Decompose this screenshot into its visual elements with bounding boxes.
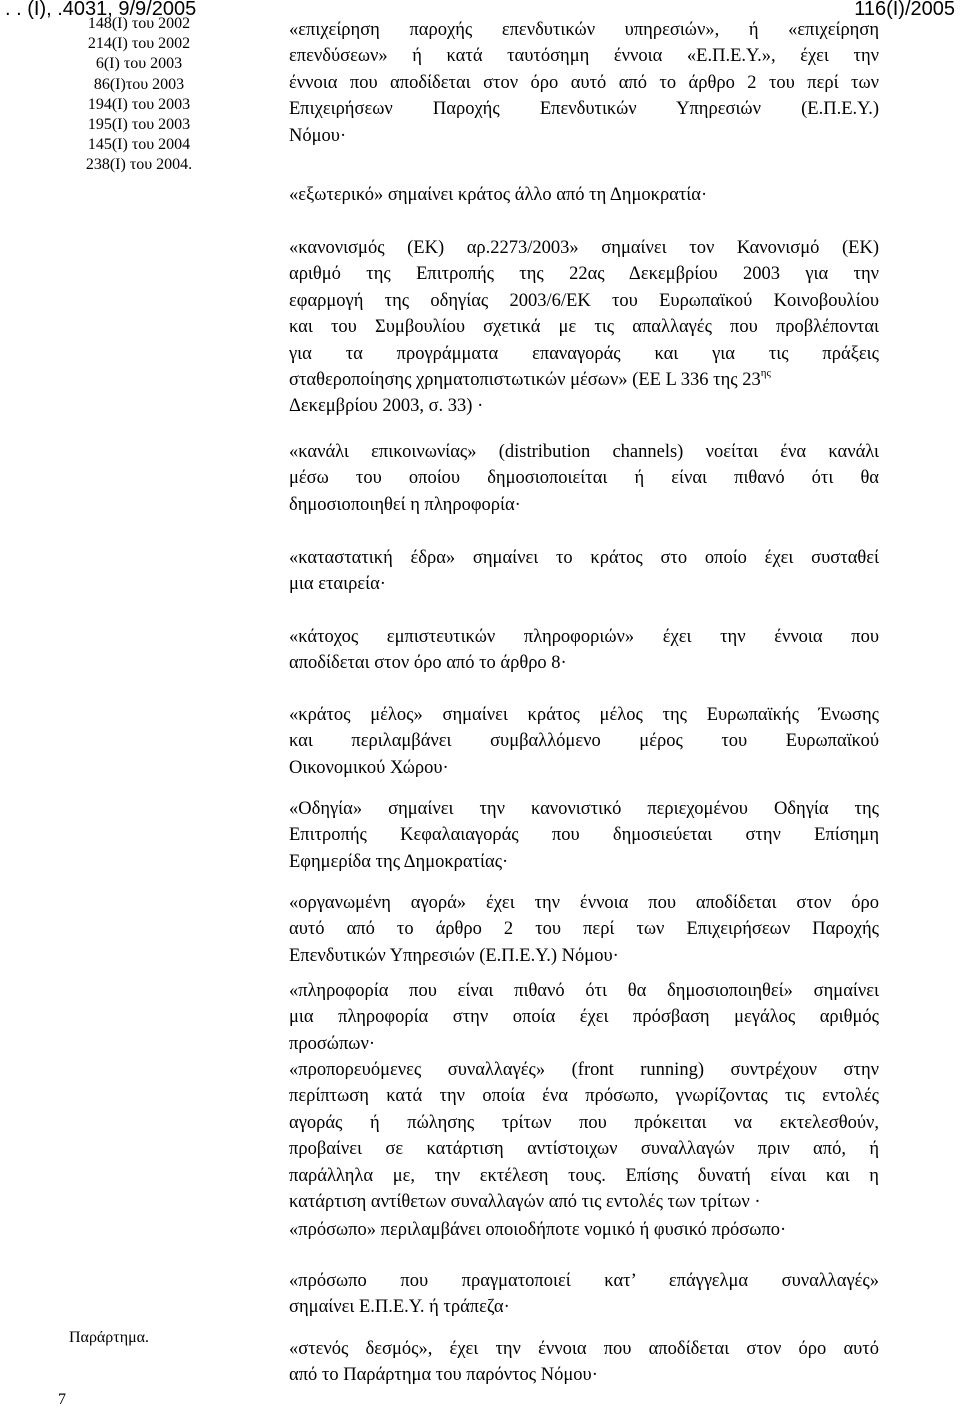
- definition-person: [289, 1217, 879, 1243]
- amending-laws-margin: [24, 14, 254, 176]
- annex-margin-note: Παράρτημα.: [69, 1329, 150, 1346]
- definition-line: και περιλαμβάνει συμβαλλόμενο μέρος του Ευρωπαϊκού: [289, 731, 879, 752]
- definition-line: «καταστατική έδρα» σημαίνει το κράτος στο οποίο έχει συσταθεί: [289, 548, 879, 568]
- definition-line: δημοσιοποιηθεί η πληροφορία·: [289, 494, 521, 515]
- definition-regulation-2273-2003: [289, 235, 879, 420]
- definition-line: [289, 367, 879, 393]
- definition-line: μια πληροφορία στην οποία έχει πρόσβαση μεγάλος αριθμός: [289, 1007, 879, 1028]
- definition-line: «κανάλι επικοινωνίας» (distribution channels) νοείται ένα κανάλι: [289, 442, 879, 462]
- definition-front-running: [289, 1057, 879, 1215]
- definition-line: προβαίνει σε κατάρτιση αντίστοιχων συναλλαγών πριν από, ή: [289, 1139, 879, 1160]
- margin-law-ref: 195(Ι) του 2003: [87, 116, 191, 134]
- definition-line: Επιχειρήσεων Παροχής Επενδυτικών Υπηρεσιών (Ε.Π.Ε.Υ.): [289, 99, 879, 120]
- gazette-header-left: . . (Ι), .4031, 9/9/2005: [5, 0, 197, 20]
- definition-line: Επιτροπής Κεφαλαιαγοράς που δημοσιεύεται στην Επίσημη: [289, 825, 879, 846]
- definition-regulated-market: [289, 890, 879, 969]
- definition-line: περίπτωση κατά την οποία ένα πρόσωπο, γνωρίζοντας τις εντολές: [289, 1086, 879, 1107]
- definition-line-text: σταθεροποίησης χρηματοπιστωτικών μέσων» (ΕΕ L 336 της 23: [289, 370, 761, 391]
- margin-law-ref: 194(Ι) του 2003: [87, 95, 191, 113]
- margin-law-ref: 6(Ι) του 2003: [95, 55, 183, 73]
- definition-line: αγοράς ή πώλησης τρίτων που πρόκειται να εκτελεσθούν,: [289, 1112, 879, 1133]
- definition-line: Εφημερίδα της Δημοκρατίας·: [289, 851, 509, 872]
- definition-line: αυτό από το άρθρο 2 του περί των Επιχειρήσεων Παροχής: [289, 919, 879, 940]
- definition-line: «πρόσωπο» περιλαμβάνει οποιοδήποτε νομικό ή φυσικό πρόσωπο·: [289, 1220, 787, 1240]
- definition-close-links: [289, 1336, 879, 1389]
- definition-line: «στενός δεσμός», έχει την έννοια που αποδίδεται στον όρο αυτό: [289, 1339, 879, 1359]
- definition-line: κατάρτιση αντίθετων συναλλαγών από τις εντολές των τρίτων ·: [289, 1192, 761, 1213]
- ordinal-superscript: ης: [760, 367, 771, 380]
- definition-line: «οργανωμένη αγορά» έχει την έννοια που αποδίδεται στον όρο: [289, 893, 879, 913]
- definition-line: επενδύσεων» ή κατά ταυτόσημη έννοια «Ε.Π.Ε.Υ.», έχει την: [289, 46, 879, 67]
- definition-line: και του Συμβουλίου σχετικά με τις απαλλαγές που προβλέπονται: [289, 317, 879, 338]
- definition-line: μέσω του οποίου δημοσιοποιείται ή είναι πιθανό ότι θα: [289, 468, 879, 489]
- definition-line: «κράτος μέλος» σημαίνει κράτος μέλος της Ευρωπαϊκής Ένωσης: [289, 705, 879, 725]
- definition-line: έννοια που αποδίδεται στον όρο αυτό από το άρθρο 2 του περί των: [289, 72, 879, 93]
- definition-line: «πληροφορία που είναι πιθανό ότι θα δημοσιοποιηθεί» σημαίνει: [289, 981, 879, 1001]
- definition-foreign: [289, 182, 879, 208]
- definition-line: αποδίδεται στον όρο από το άρθρο 8·: [289, 653, 567, 674]
- definition-line: «εξωτερικό» σημαίνει κράτος άλλο από τη Δημοκρατία·: [289, 185, 708, 205]
- margin-law-ref: 148(Ι) του 2002: [87, 15, 191, 32]
- definition-line: Νόμου·: [289, 125, 347, 146]
- definition-line: παράλληλα με, την εκτέλεση τους. Επίσης δυνατή είναι και η: [289, 1165, 879, 1186]
- definition-line: εφαρμογή της οδηγίας 2003/6/ΕΚ του Ευρωπαϊκού Κοινοβουλίου: [289, 290, 879, 311]
- definition-information-likely-disclosed: [289, 978, 879, 1057]
- definition-member-state: [289, 702, 879, 781]
- definition-line: «κανονισμός (ΕΚ) αρ.2273/2003» σημαίνει τον Κανονισμό (ΕΚ): [289, 238, 879, 258]
- definition-directive: [289, 796, 879, 875]
- definition-line: «προπορευόμενες συναλλαγές» (front running) συντρέχουν στην: [289, 1060, 879, 1080]
- margin-law-ref: 214(Ι) του 2002: [87, 35, 191, 53]
- definition-line: από το Παράρτημα του παρόντος Νόμου·: [289, 1365, 598, 1386]
- law-number-header: 116(Ι)/2005: [854, 0, 955, 20]
- definition-distribution-channel: [289, 439, 879, 518]
- definition-line: Οικονομικού Χώρου·: [289, 757, 449, 778]
- definition-line: αριθμό της Επιτροπής της 22ας Δεκεμβρίου 2003 για την: [289, 264, 879, 285]
- margin-law-ref: 145(Ι) του 2004: [87, 136, 191, 154]
- definition-investment-firm: [289, 17, 879, 149]
- definition-line: για τα προγράμματα επαναγοράς και για τις πράξεις: [289, 343, 879, 364]
- definition-line: προσώπων·: [289, 1033, 376, 1054]
- definition-line: «Οδηγία» σημαίνει την κανονιστικό περιεχομένου Οδηγία της: [289, 799, 879, 819]
- definition-registered-office: [289, 545, 879, 598]
- definition-line: «κάτοχος εμπιστευτικών πληροφοριών» έχει την έννοια που: [289, 627, 879, 647]
- definition-line: Επενδυτικών Υπηρεσιών (Ε.Π.Ε.Υ.) Νόμου·: [289, 945, 619, 966]
- definition-line: Δεκεμβρίου 2003, σ. 33) ·: [289, 396, 484, 417]
- definition-line: σημαίνει Ε.Π.Ε.Υ. ή τράπεζα·: [289, 1297, 510, 1318]
- definition-line: «πρόσωπο που πραγματοποιεί κατ’ επάγγελμα συναλλαγές»: [289, 1271, 879, 1291]
- definition-line: «επιχείρηση παροχής επενδυτικών υπηρεσιών», ή «επιχείρηση: [289, 20, 879, 40]
- definition-insider: [289, 624, 879, 677]
- margin-law-ref: 86(Ι)του 2003: [93, 75, 185, 93]
- page-number: 7: [58, 1391, 66, 1408]
- definition-professional-dealer: [289, 1268, 879, 1321]
- margin-law-ref: 238(Ι) του 2004.: [85, 156, 193, 174]
- definition-line: μια εταιρεία·: [289, 574, 386, 595]
